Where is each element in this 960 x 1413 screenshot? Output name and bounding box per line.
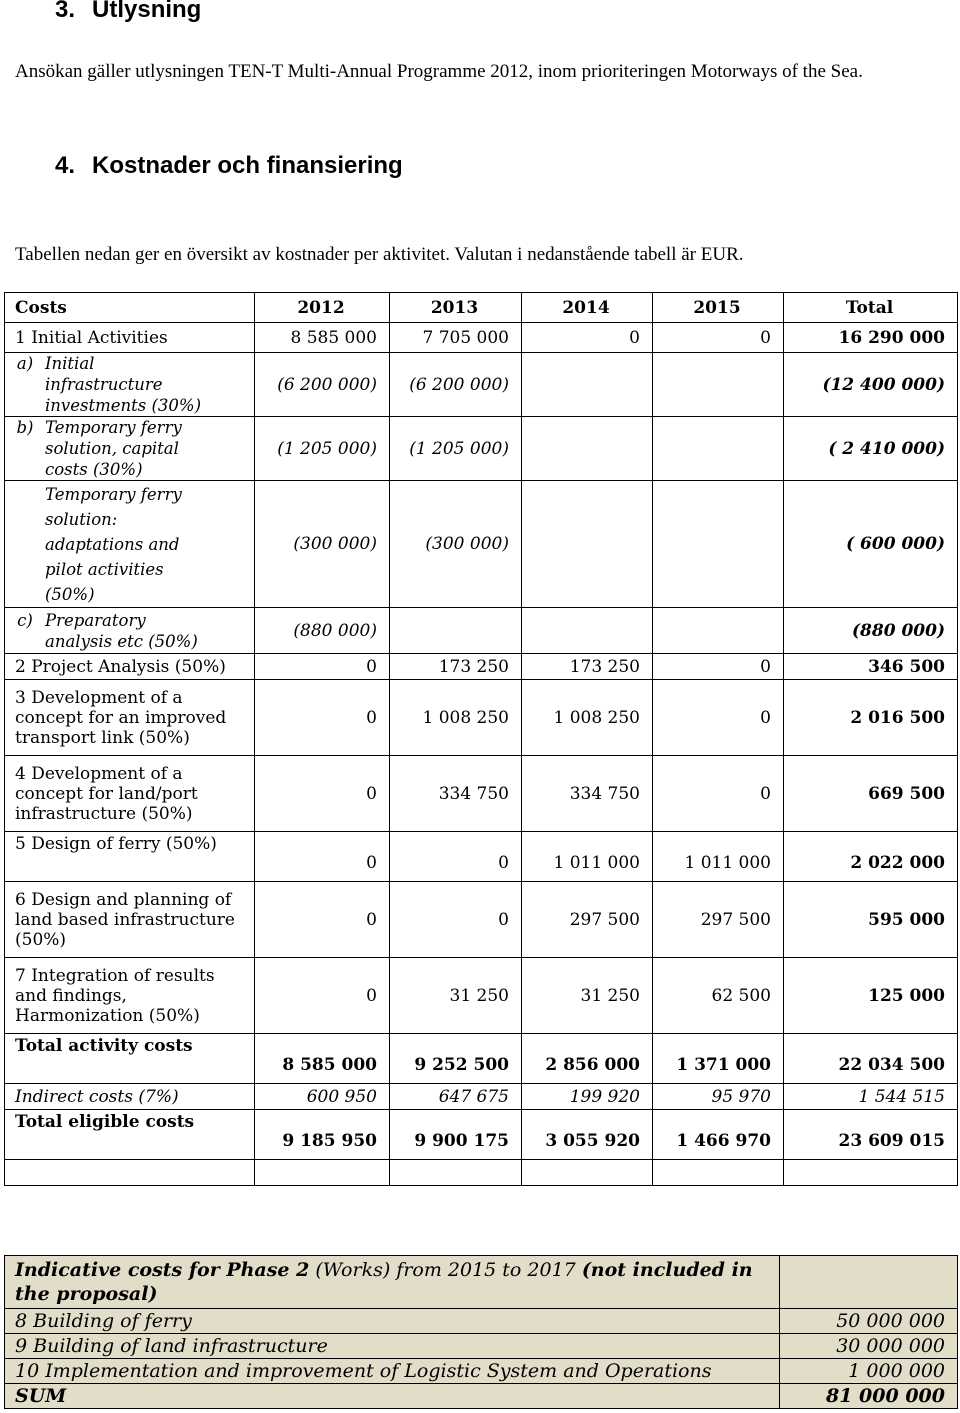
sum-value: 81 000 000: [780, 1384, 958, 1409]
cell-2014: 297 500: [522, 882, 653, 958]
cell-2013: 31 250: [390, 958, 522, 1034]
cell-2014: 2 856 000: [522, 1034, 653, 1084]
table-row: [5, 958, 958, 1034]
table-row: [5, 756, 958, 832]
cell-2015: 95 970: [653, 1084, 784, 1110]
phase2-header-row: [5, 1256, 958, 1309]
sub-label: Preparatory analysis etc (50%): [45, 610, 198, 651]
cell-2014: [522, 417, 653, 481]
row-value: 50 000 000: [780, 1309, 958, 1334]
row-label: 5 Design of ferry (50%): [5, 832, 255, 882]
section-4-title: Kostnader och finansiering: [92, 152, 403, 179]
empty-cell: [653, 1160, 784, 1186]
table-row: [5, 481, 958, 608]
cell-2015: 0: [653, 654, 784, 680]
row-label: 4 Development of a concept for land/port infrastructure (50%): [5, 756, 255, 832]
cell-2012: 0: [255, 680, 390, 756]
phase2-table: [4, 1255, 958, 1409]
cell-2014: [522, 353, 653, 417]
cell-2015: 1 011 000: [653, 832, 784, 882]
empty-cell: [784, 1160, 958, 1186]
header-total: Total: [784, 293, 958, 323]
cell-2015: 0: [653, 756, 784, 832]
cell-2013: 0: [390, 882, 522, 958]
cell-2013: 9 900 175: [390, 1110, 522, 1160]
row-label: 8 Building of ferry: [5, 1309, 780, 1334]
cell-2012: 0: [255, 958, 390, 1034]
cell-2013: (300 000): [390, 481, 522, 608]
cell-total: 16 290 000: [784, 323, 958, 353]
cell-2014: 31 250: [522, 958, 653, 1034]
cell-2013: 7 705 000: [390, 323, 522, 353]
costs-table: [4, 292, 958, 1186]
row-label: 2 Project Analysis (50%): [5, 654, 255, 680]
cell-2015: 62 500: [653, 958, 784, 1034]
cell-2015: [653, 608, 784, 654]
cell-2013: 0: [390, 832, 522, 882]
row-label: [5, 417, 255, 481]
sub-letter: a): [16, 354, 34, 373]
sum-label: SUM: [5, 1384, 780, 1409]
table-row: [5, 1334, 958, 1359]
cell-2013: 647 675: [390, 1084, 522, 1110]
header-2013: 2013: [390, 293, 522, 323]
cell-total: 346 500: [784, 654, 958, 680]
cell-2014: 173 250: [522, 654, 653, 680]
cell-2015: 0: [653, 323, 784, 353]
header-2012: 2012: [255, 293, 390, 323]
empty-cell: [780, 1256, 958, 1309]
section-3-heading: [55, 0, 201, 24]
cell-total: 22 034 500: [784, 1034, 958, 1084]
cell-total: 2 016 500: [784, 680, 958, 756]
cell-total: ( 2 410 000): [784, 417, 958, 481]
cell-2012: (300 000): [255, 481, 390, 608]
total-activity-row: [5, 1034, 958, 1084]
row-label: Total eligible costs: [5, 1110, 255, 1160]
cell-2012: 8 585 000: [255, 323, 390, 353]
cell-total: 595 000: [784, 882, 958, 958]
row-label: 9 Building of land infrastructure: [5, 1334, 780, 1359]
sub-letter: [5, 482, 45, 607]
sub-label: Initial infrastructure investments (30%): [45, 354, 202, 415]
cell-2013: 1 008 250: [390, 680, 522, 756]
cell-2013: [390, 608, 522, 654]
row-label: [5, 481, 255, 608]
sub-letter: c): [17, 610, 33, 630]
section-4-text: Tabellen nedan ger en översikt av kostnader per aktivitet. Valutan i nedanstående tabell är EUR.: [15, 244, 744, 265]
cell-2014: 1 008 250: [522, 680, 653, 756]
row-label: 10 Implementation and improvement of Logistic System and Operations: [5, 1359, 780, 1384]
table-row: [5, 680, 958, 756]
cell-2014: 0: [522, 323, 653, 353]
table-row: [5, 654, 958, 680]
cell-2013: 9 252 500: [390, 1034, 522, 1084]
costs-header-row: [5, 293, 958, 323]
cell-2012: (6 200 000): [255, 353, 390, 417]
cell-2012: (880 000): [255, 608, 390, 654]
row-label: 7 Integration of results and findings, Harmonization (50%): [5, 958, 255, 1034]
cell-2012: 0: [255, 882, 390, 958]
cell-2014: 1 011 000: [522, 832, 653, 882]
sub-letter: b): [16, 418, 34, 437]
cell-2012: 600 950: [255, 1084, 390, 1110]
cell-2015: [653, 353, 784, 417]
cell-2013: 173 250: [390, 654, 522, 680]
row-label: 1 Initial Activities: [5, 323, 255, 353]
table-row: [5, 608, 958, 654]
empty-cell: [522, 1160, 653, 1186]
table-row: [5, 323, 958, 353]
empty-cell: [5, 1160, 255, 1186]
section-3-number: 3.: [55, 0, 76, 23]
cell-2015: 1 371 000: [653, 1034, 784, 1084]
cell-2012: (1 205 000): [255, 417, 390, 481]
cell-total: (12 400 000): [784, 353, 958, 417]
table-row: [5, 1309, 958, 1334]
cell-total: 2 022 000: [784, 832, 958, 882]
table-row: [5, 832, 958, 882]
section-3-title: Utlysning: [92, 0, 202, 23]
cell-total: ( 600 000): [784, 481, 958, 608]
indirect-costs-row: [5, 1084, 958, 1110]
cell-2014: 334 750: [522, 756, 653, 832]
cell-2015: [653, 417, 784, 481]
row-value: 1 000 000: [780, 1359, 958, 1384]
cell-2013: (6 200 000): [390, 353, 522, 417]
cell-total: (880 000): [784, 608, 958, 654]
empty-cell: [390, 1160, 522, 1186]
cell-2015: [653, 481, 784, 608]
cell-2014: 3 055 920: [522, 1110, 653, 1160]
table-row: [5, 882, 958, 958]
sub-label: Temporary ferry solution: adaptations and pilot activities (50%): [45, 484, 182, 604]
table-row: [5, 353, 958, 417]
cell-2015: 0: [653, 680, 784, 756]
cell-2012: 9 185 950: [255, 1110, 390, 1160]
table-row: [5, 417, 958, 481]
empty-cell: [255, 1160, 390, 1186]
cell-2012: 0: [255, 654, 390, 680]
row-label: Indirect costs (7%): [5, 1084, 255, 1110]
cell-2014: [522, 608, 653, 654]
phase2-header-period: (Works) from 2015 to 2017: [309, 1259, 582, 1281]
header-2015: 2015: [653, 293, 784, 323]
cell-2012: 0: [255, 756, 390, 832]
cell-2013: (1 205 000): [390, 417, 522, 481]
cell-total: 1 544 515: [784, 1084, 958, 1110]
empty-row: [5, 1160, 958, 1186]
phase2-header: [5, 1256, 780, 1309]
cell-2012: 0: [255, 832, 390, 882]
table-row: [5, 1359, 958, 1384]
section-3-text: Ansökan gäller utlysningen TEN-T Multi-Annual Programme 2012, inom prioriteringen Motorways of the Sea.: [15, 61, 863, 82]
phase2-header-title: Indicative costs for Phase 2: [15, 1259, 310, 1281]
row-label: [5, 608, 255, 654]
section-4-heading: [55, 152, 403, 180]
phase2-header-note: (not included in the proposal): [15, 1259, 753, 1305]
cell-2015: 1 466 970: [653, 1110, 784, 1160]
cell-2012: 8 585 000: [255, 1034, 390, 1084]
sum-row: [5, 1384, 958, 1409]
row-label: 3 Development of a concept for an improved transport link (50%): [5, 680, 255, 756]
row-value: 30 000 000: [780, 1334, 958, 1359]
header-2014: 2014: [522, 293, 653, 323]
total-eligible-row: [5, 1110, 958, 1160]
cell-2015: 297 500: [653, 882, 784, 958]
header-costs: Costs: [5, 293, 255, 323]
cell-2014: [522, 481, 653, 608]
cell-total: 23 609 015: [784, 1110, 958, 1160]
cell-total: 669 500: [784, 756, 958, 832]
cell-2013: 334 750: [390, 756, 522, 832]
row-label: Total activity costs: [5, 1034, 255, 1084]
row-label: 6 Design and planning of land based infrastructure (50%): [5, 882, 255, 958]
cell-total: 125 000: [784, 958, 958, 1034]
section-4-number: 4.: [55, 152, 76, 179]
sub-label: Temporary ferry solution, capital costs (30%): [45, 418, 182, 479]
cell-2014: 199 920: [522, 1084, 653, 1110]
row-label: [5, 353, 255, 417]
